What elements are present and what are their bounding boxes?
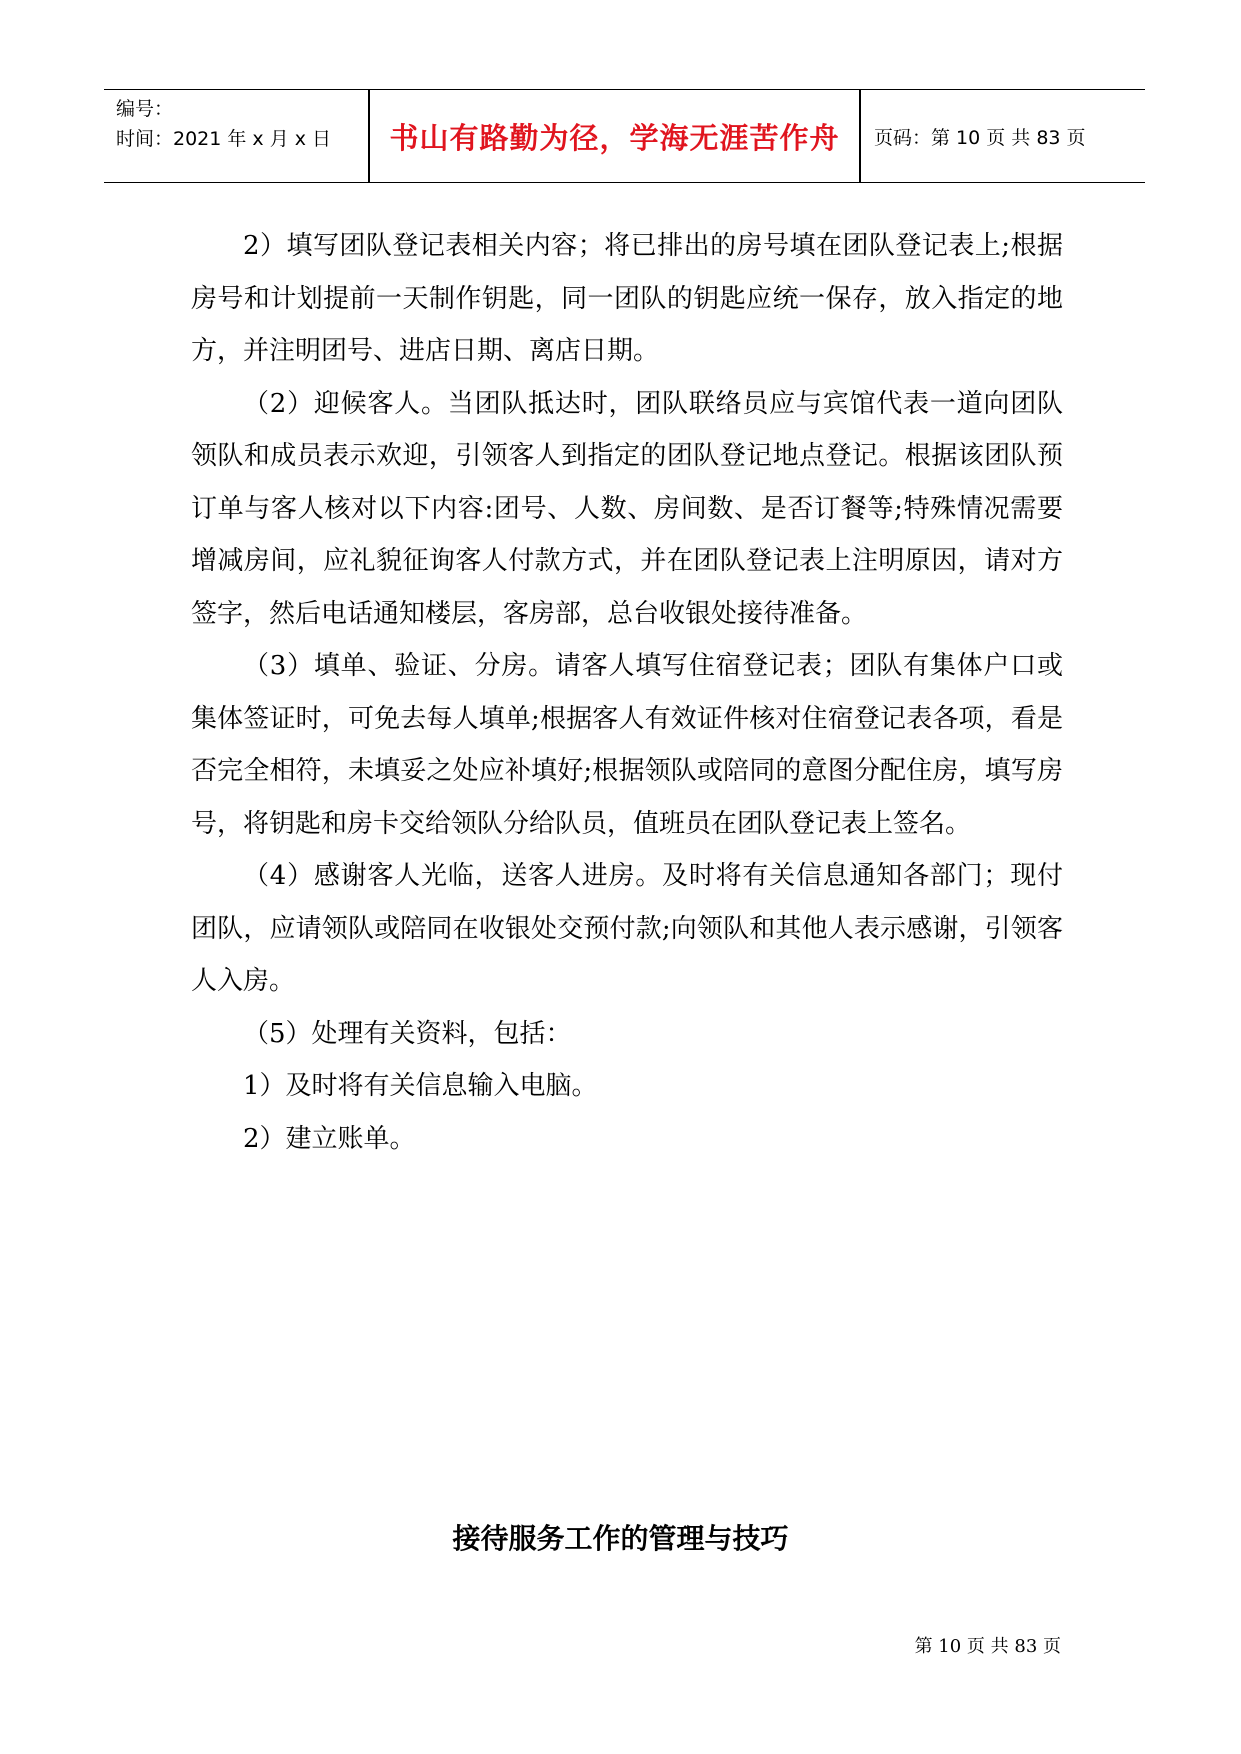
paragraph: 1）及时将有关信息输入电脑。	[243, 1071, 598, 1101]
header-motto: 书山有路勤为径，学海无涯苦作舟	[389, 120, 840, 155]
paragraph: 2）建立账单。	[243, 1123, 416, 1154]
page-header	[104, 89, 1145, 183]
header-meta	[116, 94, 366, 154]
section-title: 接待服务工作的管理与技巧	[452, 1522, 789, 1555]
paragraph: （4）感谢客人光临，送客人进房。及时将有关信息通知各部门；现付团队，应请领队或陪同在收银处交预付款;向领队和其他人表示感谢，引领客人入房。	[191, 861, 1063, 996]
document-date: 时间：2021 年 x 月 x 日	[116, 128, 332, 150]
header-page-number: 页码：第 10 页 共 83 页	[874, 126, 1086, 149]
page-footer: 第 10 页 共 83 页	[914, 1636, 1061, 1657]
paragraph: 2）填写团队登记表相关内容；将已排出的房号填在团队登记表上;根据房号和计划提前一天制作钥匙，同一团队的钥匙应统一保存，放入指定的地方，并注明团号、进店日期、离店日期。	[191, 231, 1063, 366]
paragraph: （3）填单、验证、分房。请客人填写住宿登记表；团队有集体户口或集体签证时，可免去每人填单;根据客人有效证件核对住宿登记表各项，看是否完全相符，未填妥之处应补填好;根据领队或陪同的意图分配住房，填写房号，将钥匙和房卡交给领队分给队员，值班员在团队登记表上签名。	[191, 651, 1063, 839]
document-body	[191, 220, 1063, 1165]
header-divider-right	[859, 90, 861, 182]
paragraph: （2）迎候客人。当团队抵达时，团队联络员应与宾馆代表一道向团队领队和成员表示欢迎，引领客人到指定的团队登记地点登记。根据该团队预订单与客人核对以下内容:团号、人数、房间数、是否订餐等;特殊情况需要增减房间，应礼貌征询客人付款方式，并在团队登记表上注明原因，请对方签字，然后电话通知楼层，客房部，总台收银处接待准备。	[191, 388, 1063, 629]
document-number-label: 编号：	[116, 98, 174, 120]
paragraph: （5）处理有关资料，包括：	[243, 1018, 572, 1049]
